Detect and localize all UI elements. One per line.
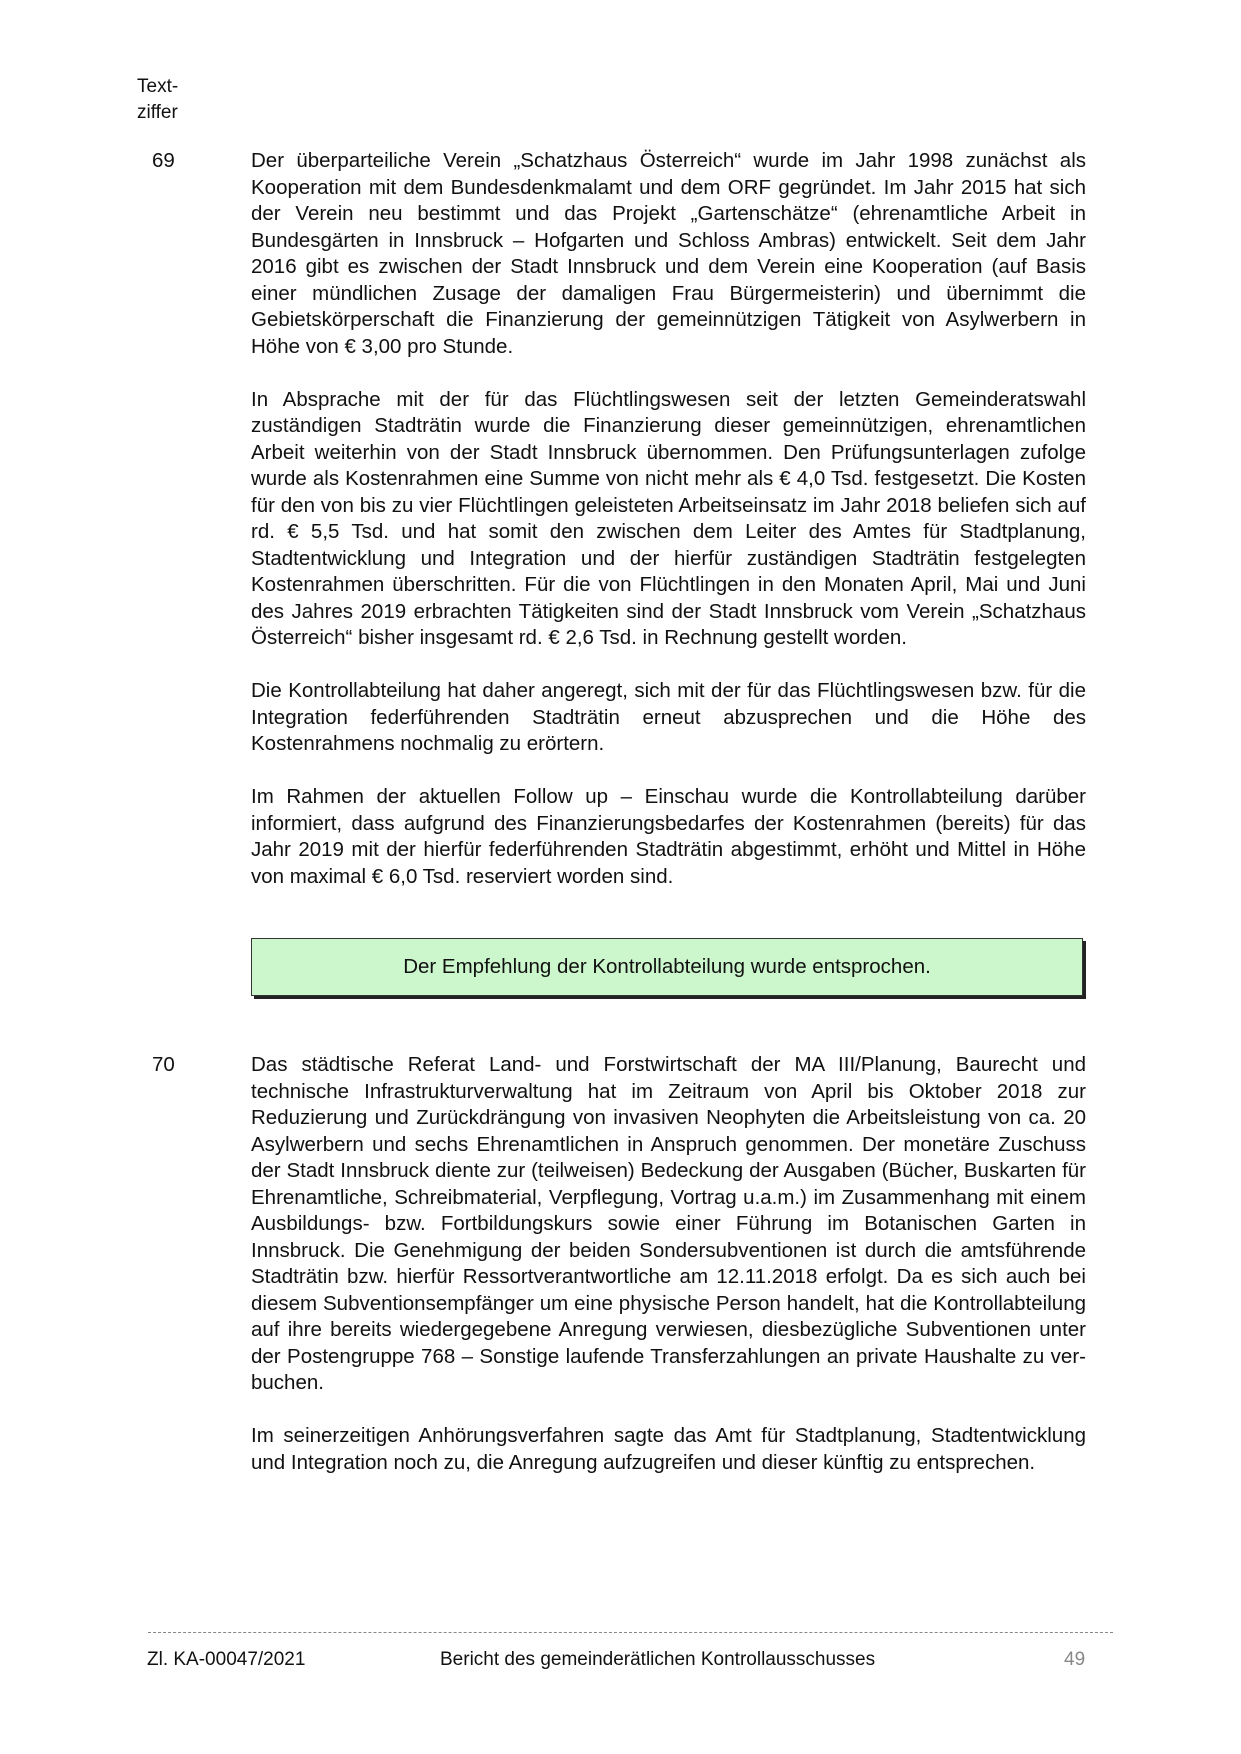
margin-label-line1: Text- <box>137 76 179 97</box>
recommendation-text: Der Empfehlung der Kontrollabteilung wurde entsprochen. <box>403 955 931 978</box>
section-body <box>251 1052 1086 1503</box>
margin-label <box>137 74 178 126</box>
paragraph: Die Kontrollabteilung hat daher angeregt, sich mit der für das Flüchtlingswesen bzw. für die Integration federführenden Stadträtin erneut abzusprechen und die Höhe des Kostenrahmens nochmalig zu erörtern. <box>251 679 1086 755</box>
page-number: 49 <box>1064 1649 1086 1670</box>
section-body <box>251 148 1086 917</box>
paragraph: Im seinerzeitigen Anhörungsverfahren sagte das Amt für Stadtplanung, Stadtentwicklung und Integration noch zu, die Anregung aufzugreifen und dieser künftig zu entsprechen. <box>251 1424 1086 1474</box>
footer-divider <box>148 1632 1113 1633</box>
recommendation-box <box>251 938 1083 996</box>
paragraph: Der überparteiliche Verein „Schatzhaus Österreich“ wurde im Jahr 1998 zunächst als Kooperation mit dem Bundesdenkmalamt und dem ORF gegründet. Im Jahr 2015 hat sich der Verein neu bestimmt und das Projekt „Gartenschätze“ (ehrenamtliche Arbeit in Bundesgärten in Innsbruck – Hofgarten und Schloss Ambras) entwickelt. Seit dem Jahr 2016 gibt es zwischen der Stadt Innsbruck und dem Verein eine Kooperation (auf Basis einer mündlichen Zusage der damaligen Frau Bürgermeisterin) und übernimmt die Gebietskörperschaft die Finanzierung der gemeinnützigen Tätigkeit von Asylwerbern in Höhe von € 3,00 pro Stunde. <box>251 149 1086 358</box>
section-number: 69 <box>152 149 175 172</box>
margin-label-line2: ziffer <box>137 102 178 123</box>
footer-title: Bericht des gemeinderätlichen Kontrollausschusses <box>440 1649 876 1670</box>
paragraph: Das städtische Referat Land- und Forstwirtschaft der MA III/Planung, Baurecht und technische Infrastrukturverwaltung hat im Zeitraum von April bis Oktober 2018 zur Reduzierung und Zurückdrängung von invasiven Neophyten die Arbeitsleistung von ca. 20 Asylwerbern und sechs Ehrenamtlichen in Anspruch genommen. Der monetäre Zuschuss der Stadt Innsbruck diente zur (teilweisen) Bedeckung der Ausgaben (Bücher, Buskarten für Ehrenamtliche, Schreibmaterial, Verpflegung, Vortrag u.a.m.) im Zusammenhang mit einem Ausbildungs- bzw. Fortbildungskurs sowie einer Führung im Botanischen Garten in Innsbruck. Die Genehmigung der beiden Sondersubventionen ist durch die amtsführende Stadträtin bzw. hierfür Ressortverantwortliche am 12.11.2018 erfolgt. Da es sich auch bei diesem Subventionsempfänger um eine physische Person handelt, hat die Kontrollabteilung auf ihre bereits wiedergegebene Anregung verwiesen, diesbezügliche Subventionen unter der Postengruppe 768 – Sonstige laufende Transferzahlungen an private Haushalte zu verbuchen. <box>251 1053 1086 1394</box>
footer-reference: Zl. KA-00047/2021 <box>147 1649 306 1670</box>
paragraph: In Absprache mit der für das Flüchtlingswesen seit der letzten Gemeinderatswahl zuständigen Stadträtin wurde die Finanzierung dieser gemeinnützigen, ehrenamtlichen Arbeit weiterhin von der Stadt Innsbruck übernommen. Den Prüfungsunterlagen zufolge wurde als Kostenrahmen eine Summe von nicht mehr als € 4,0 Tsd. festgesetzt. Die Kosten für den von bis zu vier Flüchtlingen geleisteten Arbeitseinsatz im Jahr 2018 beliefen sich auf rd. € 5,5 Tsd. und hat somit den zwischen dem Leiter des Amtes für Stadtplanung, Stadtentwicklung und Integration und der hierfür zuständigen Stadträtin festgelegten Kostenrahmen überschritten. Für die von Flüchtlingen in den Monaten April, Mai und Juni des Jahres 2019 erbrachten Tätigkeiten sind der Stadt Innsbruck vom Verein „Schatzhaus Österreich“ bisher insgesamt rd. € 2,6 Tsd. in Rechnung gestellt worden. <box>251 387 1086 649</box>
paragraph: Im Rahmen der aktuellen Follow up – Einschau wurde die Kontrollabteilung darüber informiert, dass aufgrund des Finanzierungsbedarfes der Kostenrahmen (bereits) für das Jahr 2019 mit der hierfür federführenden Stadträtin abgestimmt, erhöht und Mittel in Höhe von maximal € 6,0 Tsd. reserviert worden sind. <box>251 785 1086 888</box>
section-number: 70 <box>152 1053 175 1076</box>
